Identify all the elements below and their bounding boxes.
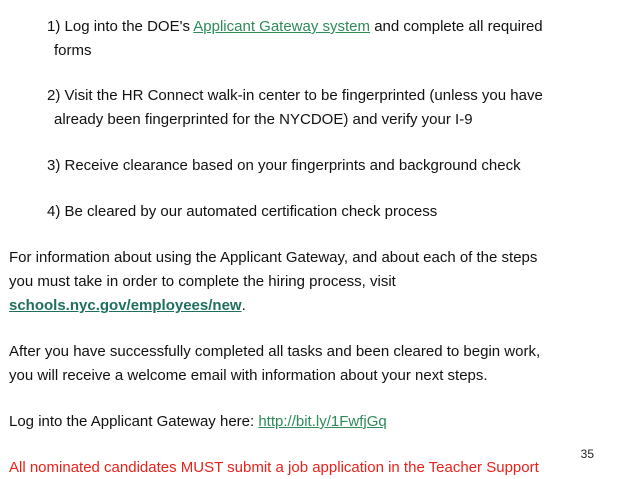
step-1-line-1 [47, 18, 543, 36]
info-line-3 [9, 297, 246, 315]
step-1-prefix: 1) Log into the DOE's [47, 18, 194, 35]
login-line [9, 413, 387, 431]
login-prefix: Log into the Applicant Gateway here: [9, 413, 259, 430]
nominated-candidates-notice: All nominated candidates MUST submit a job application in the Teacher Support [9, 459, 539, 476]
step-4: 4) Be cleared by our automated certification check process [47, 203, 438, 220]
welcome-line-1: After you have successfully completed all tasks and been cleared to begin work, [9, 343, 541, 360]
step-2-line-1: 2) Visit the HR Connect walk-in center to be fingerprinted (unless you have [47, 87, 543, 104]
step-1-suffix: and complete all required [370, 18, 543, 35]
info-line-1: For information about using the Applicant Gateway, and about each of the steps [9, 249, 538, 266]
step-3: 3) Receive clearance based on your fingerprints and background check [47, 157, 521, 174]
info-line-2: you must take in order to complete the hiring process, visit [9, 273, 396, 290]
step-2-line-2: already been fingerprinted for the NYCDOE) and verify your I-9 [54, 111, 473, 128]
step-1-line-2: forms [54, 42, 92, 59]
info-period: . [241, 297, 246, 314]
welcome-line-2: you will receive a welcome email with information about your next steps. [9, 367, 488, 384]
page-number: 35 [580, 447, 594, 461]
bitly-link[interactable]: http://bit.ly/1FwfjGq [258, 413, 387, 430]
applicant-gateway-link[interactable]: Applicant Gateway system [193, 18, 371, 35]
employees-new-link[interactable]: schools.nyc.gov/employees/new [9, 297, 242, 314]
